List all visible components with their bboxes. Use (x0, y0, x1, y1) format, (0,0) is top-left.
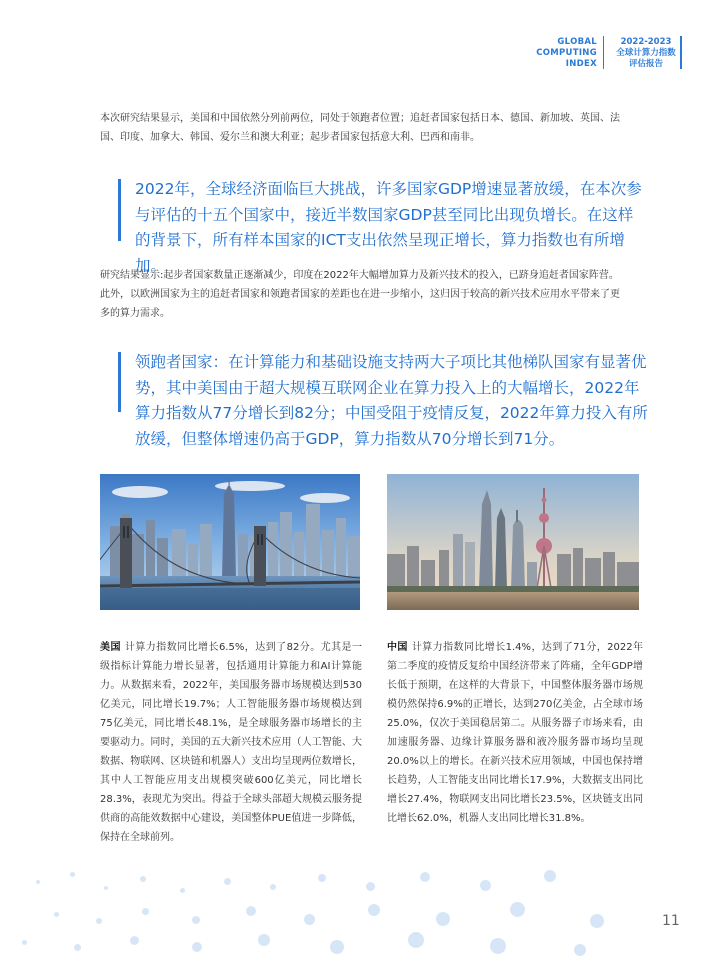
decor-dot (70, 872, 75, 877)
header-divider (603, 36, 604, 69)
decor-dot (74, 944, 81, 951)
header-report-title (608, 37, 684, 70)
china-label: 中国 (387, 642, 408, 653)
header-global: GLOBAL (557, 37, 597, 47)
decor-dot (96, 918, 102, 924)
header-index: INDEX (565, 59, 597, 69)
decor-dot (490, 938, 506, 954)
decor-dot (436, 912, 450, 926)
decor-dot (510, 902, 525, 917)
china-section (387, 638, 643, 828)
decor-dot (574, 944, 586, 956)
decor-dot (544, 870, 556, 882)
usa-label: 美国 (100, 642, 121, 653)
decor-dot (36, 880, 40, 884)
body-paragraph-2: 研究结果显示:起步者国家数量正逐渐减少，印度在2022年大幅增加算力及新兴技术的投入，已跻身追赶者国家阵营。此外，以欧洲国家为主的追赶者国家和领跑者国家的差距也在进一步缩小，这归因于较高的新兴技术应用水平带来了更多的算力需求。 (100, 270, 620, 319)
header-title-line2: 评估报告 (628, 59, 663, 69)
header-computing: COMPUTING (536, 48, 597, 58)
decor-dot (480, 880, 491, 891)
decor-dot (590, 914, 604, 928)
new-york-skyline-photo (100, 474, 360, 610)
quote-text-2: 领跑者国家：在计算能力和基础设施支持两大子项比其他梯队国家有显著优势，其中美国由于超大规模互联网企业在算力投入上的大幅增长，2022年算力指数从77分增长到82分；中国受阻于疫情反复，2022年算力投入有所放缓，但整体增速仍高于GDP，算力指数从70分增长到71分。 (135, 353, 648, 448)
header-accent-bar (680, 36, 682, 69)
decor-dot (246, 906, 256, 916)
decor-dot (304, 914, 315, 925)
decor-dot (224, 878, 231, 885)
page-number: 11 (662, 913, 680, 929)
shanghai-skyline-photo (387, 474, 639, 610)
usa-section (100, 638, 362, 847)
header-year: 2022-2023 (620, 37, 672, 47)
quote-text-1: 2022年，全球经济面临巨大挑战，许多国家GDP增速显著放缓，在本次参与评估的十五个国家中，接近半数国家GDP甚至同比出现负增长。在这样的背景下，所有样本国家的ICT支出依然呈现正增长，算力指数也有所增加。 (135, 180, 642, 275)
decor-dot (192, 942, 202, 952)
decor-dot (258, 934, 270, 946)
header-logo-left (517, 37, 597, 70)
usa-text: 计算力指数同比增长6.5%，达到了82分。尤其是一级指标计算能力增长显著，包括通用计算能力和AI计算能力。从数据来看，2022年，美国服务器市场规模达到530亿美元，同比增长19.7%；人工智能服务器市场规模达到75亿美元，同比增长48.1%，是全球服务器市场增长的主要驱动力。同时，美国的五大新兴技术应用（人工智能、大数据、物联网、区块链和机器人）支出均呈现两位数增长，其中人工智能应用支出规模突破600亿美元，同比增长28.3%，表现尤为突出。得益于全球头部超大规模云服务提供商的高能效数据中心建设，美国整体PUE值进一步降低，保持在全球前列。 (100, 642, 362, 843)
decor-dot (368, 904, 380, 916)
decor-dot (330, 940, 344, 954)
decor-dot (130, 936, 139, 945)
decor-dot (408, 932, 424, 948)
decor-dot (192, 916, 200, 924)
decor-dot (420, 872, 430, 882)
decor-dot (54, 912, 59, 917)
header-title-line1: 全球计算力指数 (616, 48, 676, 58)
china-text: 计算力指数同比增长1.4%，达到了71分，2022年第二季度的疫情反复给中国经济带来了阵痛，全年GDP增长低于预期，在这样的大背景下，中国整体服务器市场规模仍然保持6.9%的正增长，达到270亿美金，占全球市场25.0%，仅次于美国稳居第二。从服务器子市场来看，由加速服务器、边缘计算服务器和液冷服务器市场均呈现20.0%以上的增长。在新兴技术应用领域，中国也保持增长趋势，人工智能支出同比增长17.9%，大数据支出同比增长27.4%，物联网支出同比增长23.5%，区块链支出同比增长62.0%，机器人支出同比增长31.8%。 (387, 642, 643, 824)
decor-dot (318, 874, 326, 882)
decor-dot (366, 882, 375, 891)
decor-dot (270, 884, 276, 890)
decor-dot (104, 886, 108, 890)
decor-dot (180, 888, 185, 893)
decor-dot (142, 908, 149, 915)
quote-bar (118, 352, 121, 412)
pull-quote-2 (118, 350, 648, 452)
pull-quote-1 (118, 177, 648, 279)
decor-dot (140, 876, 146, 882)
body-paragraph-1: 本次研究结果显示，美国和中国依然分列前两位，同处于领跑者位置；追赶者国家包括日本、德国、新加坡、英国、法国、印度、加拿大、韩国、爱尔兰和澳大利亚；起步者国家包括意大利、巴西和南非。 (100, 113, 620, 143)
decor-dot (22, 940, 27, 945)
quote-bar (118, 179, 121, 241)
